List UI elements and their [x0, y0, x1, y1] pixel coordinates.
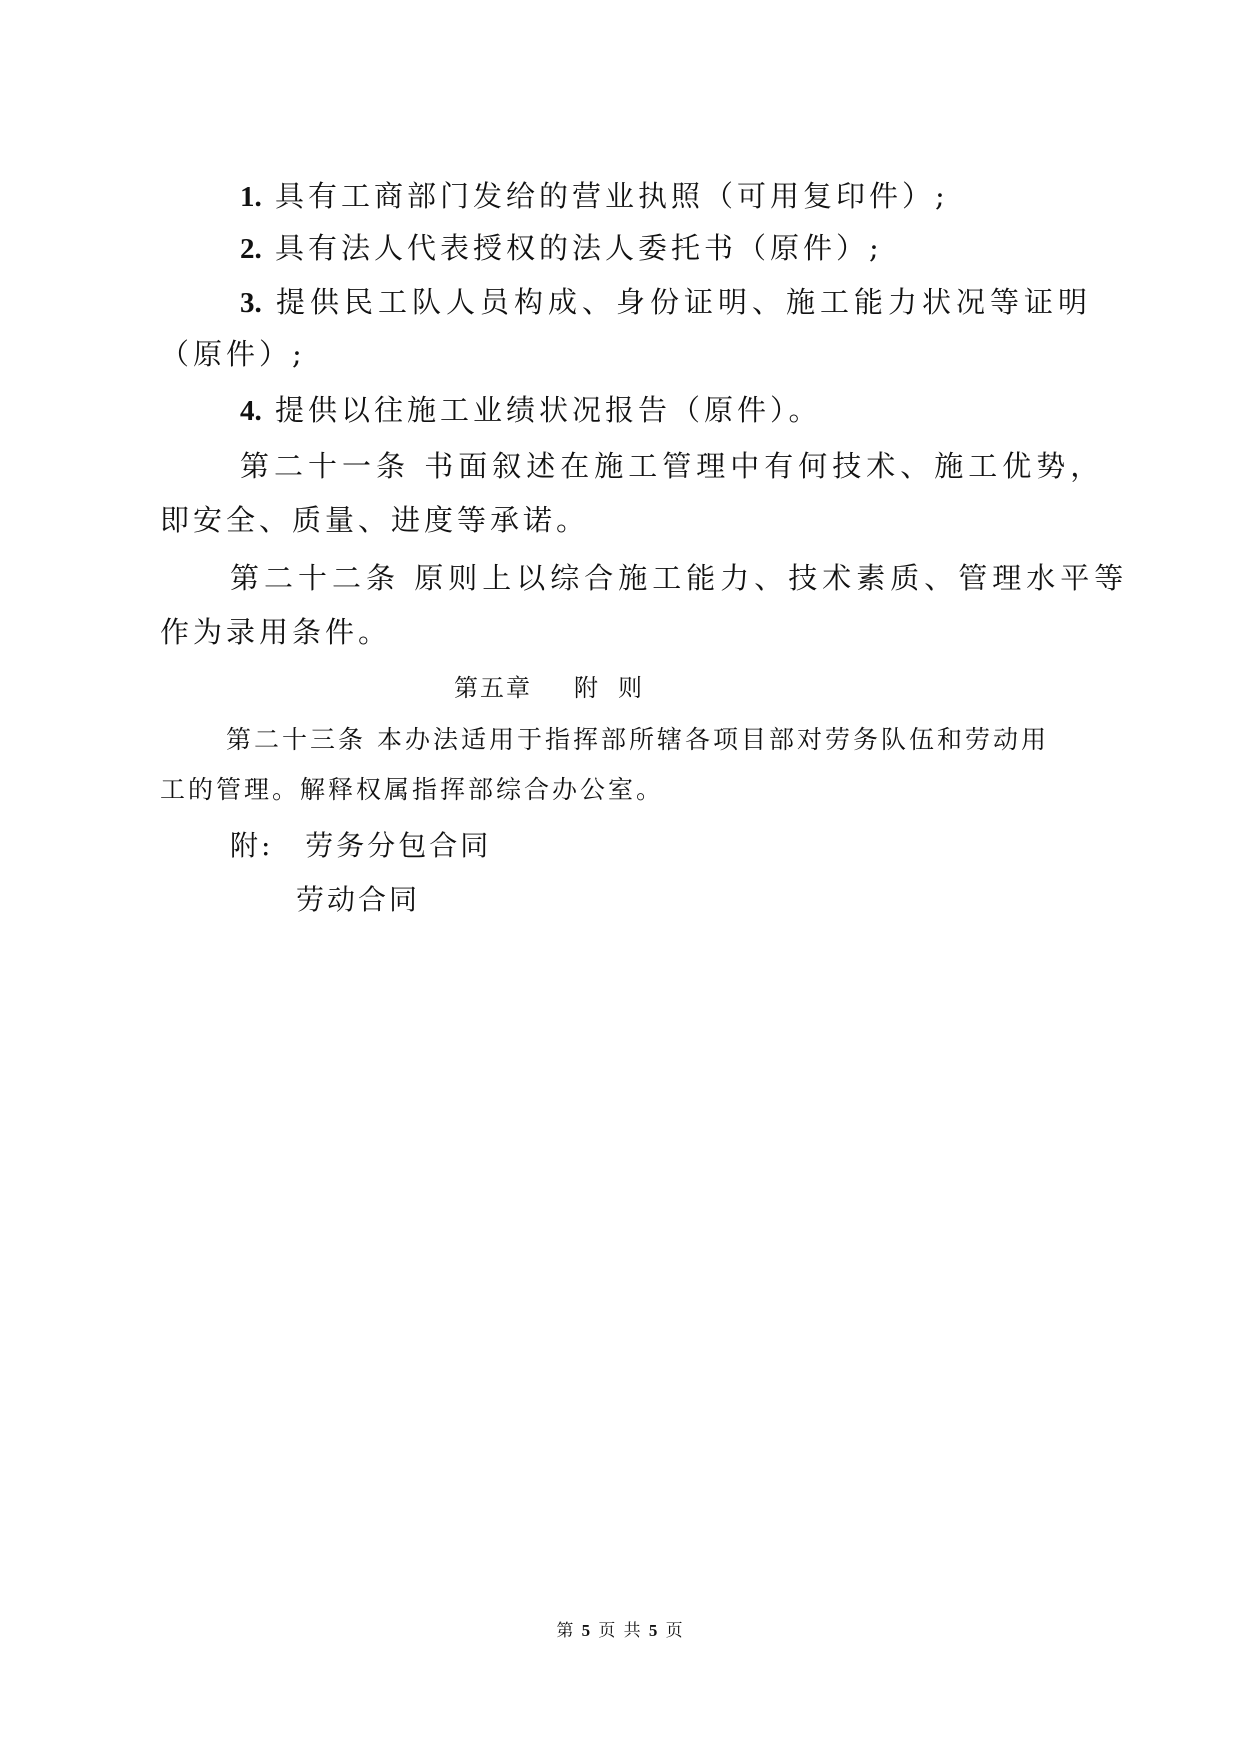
item-number: 1.: [240, 181, 262, 213]
item-number: 3.: [240, 287, 262, 319]
item-number: 2.: [240, 233, 262, 265]
chapter-heading: [454, 668, 644, 708]
item-text: 提供民工队人员构成、身份证明、施工能力状况等证明: [275, 285, 1092, 319]
footer-middle: 页 共: [598, 1621, 643, 1640]
list-item-2: [240, 228, 883, 269]
item-number: 4.: [240, 395, 262, 427]
item-text: 提供以往施工业绩状况报告（原件）。: [274, 393, 822, 427]
article-21-line-2: 即安全、质量、进度等承诺。: [160, 503, 590, 537]
item-text: 具有法人代表授权的法人委托书（原件）;: [274, 231, 883, 265]
chapter-title-part-2: 则: [618, 674, 644, 702]
list-item-1: [240, 176, 949, 217]
footer-total-pages: 5: [648, 1621, 660, 1640]
footer-page-number: 5: [581, 1621, 593, 1640]
list-item-3: [240, 282, 1092, 323]
article-23-line-2: 工的管理。解释权属指挥部综合办公室。: [160, 775, 665, 804]
item-text: 具有工商部门发给的营业执照（可用复印件）;: [274, 179, 949, 213]
article-22-line-2: 作为录用条件。: [160, 615, 392, 649]
article-23-line-1: 第二十三条 本办法适用于指挥部所辖各项目部对劳务队伍和劳动用: [226, 725, 1049, 754]
list-item-4: [240, 390, 821, 431]
footer-prefix: 第: [556, 1621, 576, 1640]
article-22-line-1: 第二十二条 原则上以综合施工能力、技术素质、管理水平等: [230, 561, 1129, 595]
attachment-item-1: 劳务分包合同: [305, 829, 492, 862]
attachment-item-2: 劳动合同: [296, 883, 421, 916]
chapter-label: 第五章: [454, 674, 532, 702]
footer-suffix: 页: [665, 1621, 685, 1640]
page-footer: [0, 1616, 1241, 1641]
list-item-3-continuation: （原件）;: [160, 337, 306, 371]
chapter-title-part-1: 附: [574, 674, 600, 702]
attachment-list: [230, 826, 491, 866]
attachment-prefix: 附:: [230, 829, 274, 862]
article-21-line-1: 第二十一条 书面叙述在施工管理中有何技术、施工优势，: [240, 449, 1105, 483]
